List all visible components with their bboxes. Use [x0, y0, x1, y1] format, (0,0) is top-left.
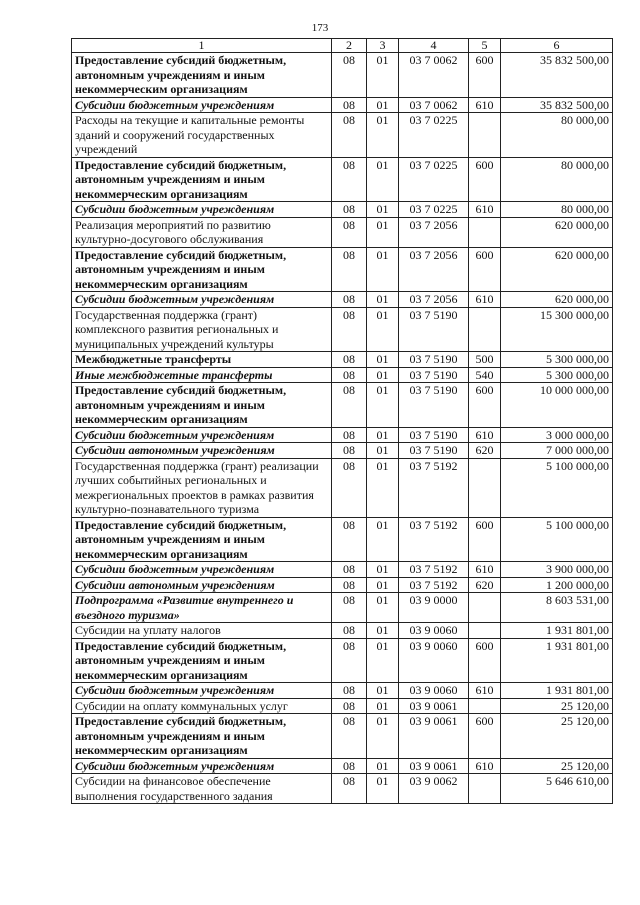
table-row	[72, 97, 613, 113]
cell-expense-type: 500	[469, 352, 501, 368]
cell-amount: 15 300 000,00	[501, 307, 613, 352]
cell-section: 08	[332, 157, 367, 202]
table-row	[72, 458, 613, 517]
cell-subsection: 01	[367, 367, 399, 383]
cell-amount: 1 931 801,00	[501, 623, 613, 639]
cell-target-code: 03 9 0000	[399, 593, 469, 623]
table-row	[72, 714, 613, 759]
cell-target-code: 03 7 5190	[399, 383, 469, 428]
cell-name: Предоставление субсидий бюджетным, автономным учреждениям и иным некоммерческим организациям	[72, 383, 332, 428]
table-row	[72, 202, 613, 218]
cell-target-code: 03 9 0061	[399, 714, 469, 759]
cell-expense-type: 620	[469, 577, 501, 593]
table-row	[72, 217, 613, 247]
cell-name: Субсидии автономным учреждениям	[72, 443, 332, 459]
cell-amount: 25 120,00	[501, 758, 613, 774]
cell-section: 08	[332, 683, 367, 699]
cell-subsection: 01	[367, 714, 399, 759]
cell-name: Межбюджетные трансферты	[72, 352, 332, 368]
cell-section: 08	[332, 307, 367, 352]
header-col-3: 3	[367, 39, 399, 53]
cell-expense-type: 600	[469, 53, 501, 98]
cell-subsection: 01	[367, 623, 399, 639]
table-row	[72, 577, 613, 593]
cell-expense-type	[469, 774, 501, 804]
cell-expense-type: 620	[469, 443, 501, 459]
cell-section: 08	[332, 202, 367, 218]
cell-expense-type: 600	[469, 517, 501, 562]
cell-expense-type: 600	[469, 157, 501, 202]
cell-section: 08	[332, 458, 367, 517]
cell-expense-type: 600	[469, 638, 501, 683]
cell-subsection: 01	[367, 53, 399, 98]
cell-name: Иные межбюджетные трансферты	[72, 367, 332, 383]
cell-amount: 620 000,00	[501, 247, 613, 292]
cell-subsection: 01	[367, 292, 399, 308]
header-col-5: 5	[469, 39, 501, 53]
cell-subsection: 01	[367, 758, 399, 774]
cell-name: Субсидии на оплату коммунальных услуг	[72, 698, 332, 714]
cell-subsection: 01	[367, 577, 399, 593]
cell-subsection: 01	[367, 352, 399, 368]
cell-subsection: 01	[367, 217, 399, 247]
cell-section: 08	[332, 247, 367, 292]
cell-subsection: 01	[367, 593, 399, 623]
cell-amount: 5 646 610,00	[501, 774, 613, 804]
table-row	[72, 247, 613, 292]
cell-amount: 35 832 500,00	[501, 53, 613, 98]
cell-name: Расходы на текущие и капитальные ремонты зданий и сооружений государственных учреждений	[72, 113, 332, 158]
cell-name: Подпрограмма «Развитие внутреннего и въездного туризма»	[72, 593, 332, 623]
cell-target-code: 03 7 5190	[399, 367, 469, 383]
cell-amount: 10 000 000,00	[501, 383, 613, 428]
table-row	[72, 683, 613, 699]
cell-expense-type: 600	[469, 247, 501, 292]
cell-name: Субсидии бюджетным учреждениям	[72, 683, 332, 699]
cell-expense-type	[469, 623, 501, 639]
cell-target-code: 03 7 2056	[399, 247, 469, 292]
cell-section: 08	[332, 714, 367, 759]
cell-amount: 5 300 000,00	[501, 367, 613, 383]
cell-subsection: 01	[367, 202, 399, 218]
cell-name: Субсидии бюджетным учреждениям	[72, 97, 332, 113]
cell-expense-type: 600	[469, 383, 501, 428]
cell-subsection: 01	[367, 458, 399, 517]
cell-amount: 5 300 000,00	[501, 352, 613, 368]
cell-section: 08	[332, 443, 367, 459]
cell-name: Субсидии бюджетным учреждениям	[72, 202, 332, 218]
cell-expense-type: 610	[469, 758, 501, 774]
cell-section: 08	[332, 97, 367, 113]
table-row	[72, 517, 613, 562]
cell-amount: 80 000,00	[501, 113, 613, 158]
cell-target-code: 03 7 5190	[399, 307, 469, 352]
cell-name: Субсидии бюджетным учреждениям	[72, 427, 332, 443]
table-row	[72, 443, 613, 459]
cell-target-code: 03 7 0062	[399, 53, 469, 98]
cell-amount: 25 120,00	[501, 698, 613, 714]
cell-subsection: 01	[367, 307, 399, 352]
budget-table	[71, 38, 613, 804]
cell-amount: 25 120,00	[501, 714, 613, 759]
cell-name: Субсидии на уплату налогов	[72, 623, 332, 639]
header-row	[72, 39, 613, 53]
cell-amount: 8 603 531,00	[501, 593, 613, 623]
cell-target-code: 03 9 0060	[399, 683, 469, 699]
cell-amount: 3 000 000,00	[501, 427, 613, 443]
cell-target-code: 03 7 2056	[399, 217, 469, 247]
header-col-4: 4	[399, 39, 469, 53]
cell-target-code: 03 7 2056	[399, 292, 469, 308]
cell-expense-type: 600	[469, 714, 501, 759]
cell-section: 08	[332, 593, 367, 623]
cell-target-code: 03 9 0060	[399, 623, 469, 639]
table-row	[72, 383, 613, 428]
cell-section: 08	[332, 774, 367, 804]
cell-expense-type: 610	[469, 292, 501, 308]
cell-target-code: 03 7 0062	[399, 97, 469, 113]
cell-expense-type	[469, 458, 501, 517]
cell-target-code: 03 7 0225	[399, 113, 469, 158]
cell-name: Субсидии бюджетным учреждениям	[72, 292, 332, 308]
cell-section: 08	[332, 758, 367, 774]
cell-target-code: 03 9 0061	[399, 698, 469, 714]
table-row	[72, 292, 613, 308]
cell-section: 08	[332, 113, 367, 158]
cell-section: 08	[332, 517, 367, 562]
cell-target-code: 03 7 5190	[399, 427, 469, 443]
cell-section: 08	[332, 577, 367, 593]
table-row	[72, 113, 613, 158]
cell-expense-type	[469, 593, 501, 623]
cell-target-code: 03 7 5190	[399, 443, 469, 459]
cell-subsection: 01	[367, 157, 399, 202]
cell-target-code: 03 9 0062	[399, 774, 469, 804]
cell-subsection: 01	[367, 247, 399, 292]
cell-subsection: 01	[367, 113, 399, 158]
cell-section: 08	[332, 367, 367, 383]
table-row	[72, 638, 613, 683]
cell-expense-type: 610	[469, 683, 501, 699]
cell-target-code: 03 7 5192	[399, 562, 469, 578]
cell-subsection: 01	[367, 443, 399, 459]
cell-name: Субсидии на финансовое обеспечение выполнения государственного задания	[72, 774, 332, 804]
cell-target-code: 03 7 5192	[399, 577, 469, 593]
table-row	[72, 758, 613, 774]
header-col-1: 1	[72, 39, 332, 53]
cell-name: Предоставление субсидий бюджетным, автономным учреждениям и иным некоммерческим организациям	[72, 517, 332, 562]
cell-name: Субсидии бюджетным учреждениям	[72, 562, 332, 578]
table-row	[72, 367, 613, 383]
cell-amount: 80 000,00	[501, 202, 613, 218]
cell-expense-type: 610	[469, 97, 501, 113]
cell-target-code: 03 7 5192	[399, 517, 469, 562]
cell-amount: 3 900 000,00	[501, 562, 613, 578]
cell-section: 08	[332, 623, 367, 639]
table-body	[72, 53, 613, 804]
cell-amount: 5 100 000,00	[501, 458, 613, 517]
table-row	[72, 562, 613, 578]
cell-amount: 1 931 801,00	[501, 638, 613, 683]
table-row	[72, 352, 613, 368]
cell-amount: 35 832 500,00	[501, 97, 613, 113]
page-number: 173	[311, 22, 329, 34]
cell-name: Субсидии бюджетным учреждениям	[72, 758, 332, 774]
cell-subsection: 01	[367, 683, 399, 699]
cell-name: Реализация мероприятий по развитию культурно-досугового обслуживания	[72, 217, 332, 247]
cell-subsection: 01	[367, 638, 399, 683]
cell-target-code: 03 9 0061	[399, 758, 469, 774]
cell-amount: 620 000,00	[501, 292, 613, 308]
cell-section: 08	[332, 217, 367, 247]
cell-section: 08	[332, 53, 367, 98]
cell-target-code: 03 7 5190	[399, 352, 469, 368]
cell-section: 08	[332, 562, 367, 578]
table-row	[72, 774, 613, 804]
table-row	[72, 307, 613, 352]
cell-target-code: 03 7 5192	[399, 458, 469, 517]
cell-section: 08	[332, 383, 367, 428]
table-row	[72, 427, 613, 443]
table-row	[72, 623, 613, 639]
cell-target-code: 03 7 0225	[399, 202, 469, 218]
cell-section: 08	[332, 698, 367, 714]
cell-expense-type	[469, 698, 501, 714]
cell-subsection: 01	[367, 383, 399, 428]
cell-name: Предоставление субсидий бюджетным, автономным учреждениям и иным некоммерческим организациям	[72, 638, 332, 683]
cell-amount: 1 200 000,00	[501, 577, 613, 593]
cell-expense-type: 610	[469, 562, 501, 578]
cell-amount: 80 000,00	[501, 157, 613, 202]
table-row	[72, 53, 613, 98]
cell-subsection: 01	[367, 97, 399, 113]
header-col-2: 2	[332, 39, 367, 53]
cell-subsection: 01	[367, 698, 399, 714]
cell-name: Субсидии автономным учреждениям	[72, 577, 332, 593]
cell-subsection: 01	[367, 774, 399, 804]
cell-section: 08	[332, 352, 367, 368]
cell-target-code: 03 7 0225	[399, 157, 469, 202]
cell-expense-type	[469, 217, 501, 247]
cell-amount: 7 000 000,00	[501, 443, 613, 459]
cell-subsection: 01	[367, 517, 399, 562]
table-row	[72, 593, 613, 623]
header-col-6: 6	[501, 39, 613, 53]
cell-name: Предоставление субсидий бюджетным, автономным учреждениям и иным некоммерческим организациям	[72, 53, 332, 98]
cell-amount: 1 931 801,00	[501, 683, 613, 699]
cell-name: Предоставление субсидий бюджетным, автономным учреждениям и иным некоммерческим организациям	[72, 714, 332, 759]
cell-section: 08	[332, 292, 367, 308]
table-row	[72, 698, 613, 714]
cell-name: Предоставление субсидий бюджетным, автономным учреждениям и иным некоммерческим организациям	[72, 157, 332, 202]
table-row	[72, 157, 613, 202]
cell-section: 08	[332, 427, 367, 443]
cell-expense-type: 540	[469, 367, 501, 383]
cell-subsection: 01	[367, 427, 399, 443]
cell-name: Государственная поддержка (грант) реализации лучших событийных региональных и межрегиональных проектов в рамках развития культурно-познавательного туризма	[72, 458, 332, 517]
cell-name: Предоставление субсидий бюджетным, автономным учреждениям и иным некоммерческим организациям	[72, 247, 332, 292]
cell-expense-type: 610	[469, 202, 501, 218]
cell-target-code: 03 9 0060	[399, 638, 469, 683]
cell-expense-type: 610	[469, 427, 501, 443]
cell-subsection: 01	[367, 562, 399, 578]
cell-amount: 620 000,00	[501, 217, 613, 247]
cell-name: Государственная поддержка (грант) комплексного развития региональных и муниципальных учреждений культуры	[72, 307, 332, 352]
cell-expense-type	[469, 113, 501, 158]
cell-section: 08	[332, 638, 367, 683]
cell-amount: 5 100 000,00	[501, 517, 613, 562]
cell-expense-type	[469, 307, 501, 352]
